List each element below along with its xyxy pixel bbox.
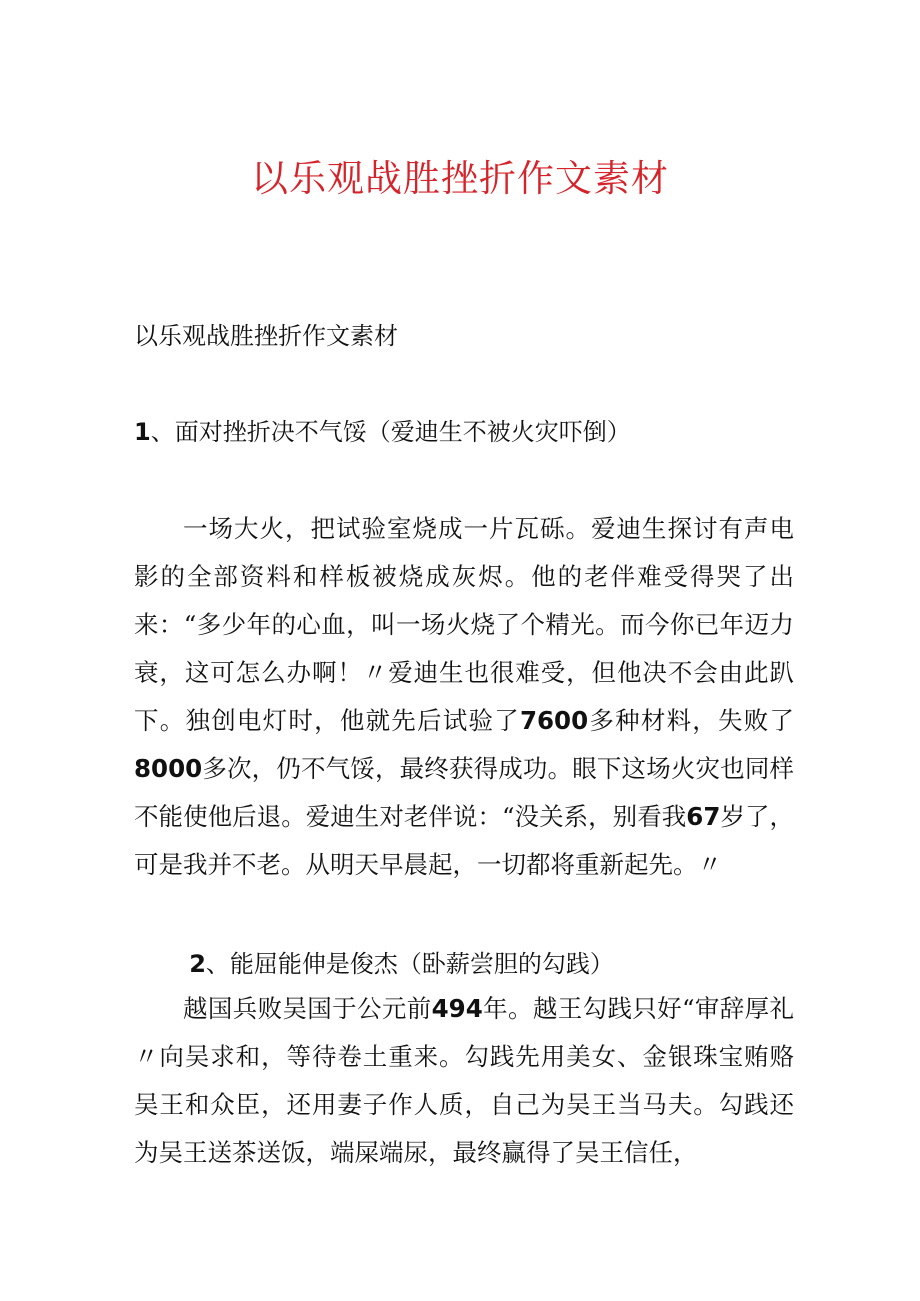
section-2-paragraph: [134, 985, 794, 1177]
paragraph-text: 一场大火，把试验室烧成一片瓦砾。爱迪生探讨有声电影的全部资料和样板被烧成灰烬。他的老伴难受得哭了出来：“多少年的心血，叫一场火烧了个精光。而今你已年迈力衰，这可怎么办啊！〃爱迪生也很难受，但他决不会由此趴下。独创电灯时，他就先后试验了: [134, 514, 794, 735]
section-2-heading-text: 、能屈能伸是俊杰（卧薪尝胆的勾践）: [205, 950, 614, 978]
section-1-paragraph: [134, 505, 794, 889]
section-2-heading: [134, 940, 794, 988]
section-1-number: 1: [134, 418, 151, 446]
number-7600: 7600: [519, 706, 589, 735]
paragraph-text: 岁了，可是我并不老。从明天早晨起，一切都将重新起先。〃: [134, 802, 795, 879]
document-title: 以乐观战胜挫折作文素材: [251, 157, 669, 200]
section-1-heading-text: 、面对挫折决不气馁（爱迪生不被火灾吓倒）: [150, 418, 631, 446]
paragraph-text: 年。越王勾践只好“审辞厚礼〃向吴求和，等待卷土重来。勾践先用美女、金银珠宝贿赂吴王和众臣，还用妻子作人质，自己为吴王当马夫。勾践还为吴王送茶送饭，端屎端尿，最终赢得了吴王信任，: [134, 994, 795, 1167]
section-1-heading: [134, 412, 631, 452]
paragraph-text: 越国兵败吴国于公元前: [183, 994, 432, 1023]
paragraph-text: 多种材料，失败了: [588, 706, 794, 735]
document-subtitle: 以乐观战胜挫折作文素材: [134, 322, 398, 350]
number-8000: 8000: [134, 754, 203, 783]
paragraph-text: 多次，仍不气馁，最终获得成功。眼下这场火灾也同样不能使他后退。爱迪生对老伴说：“没关系，别看我: [134, 754, 794, 831]
section-2-number: 2: [189, 950, 206, 978]
number-494: 494: [431, 994, 483, 1023]
number-67: 67: [686, 802, 721, 831]
